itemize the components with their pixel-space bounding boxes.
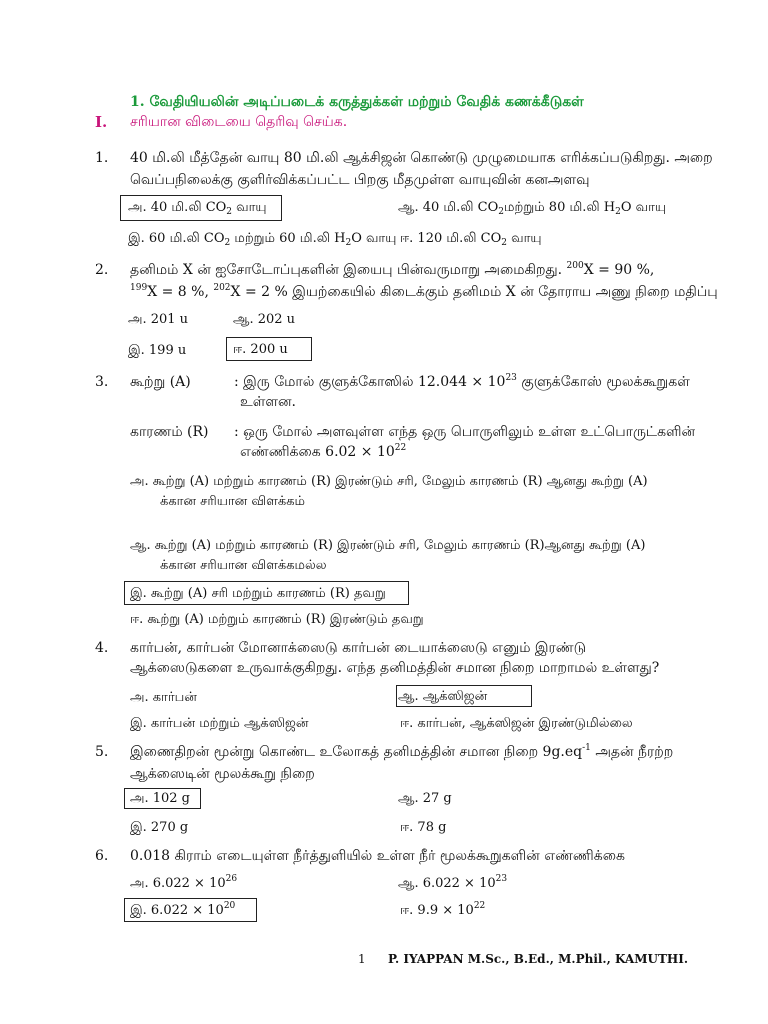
q2-number: 2. bbox=[95, 262, 109, 278]
q1-option-b: ஆ. 40 மி.லி $CO_2மற்றும்$ 80 மி.லி $H_2O$ வாயு bbox=[398, 200, 667, 217]
q3-option-d: ஈ. கூற்று (A) மற்றும் காரணம் (R) இரண்டும் தவறு bbox=[130, 612, 424, 627]
q6-text-line1: 0.018 கிராம் எடையுள்ள நீர்த்துளியில் உள்ள நீர் மூலக்கூறுகளின் எண்ணிக்கை bbox=[130, 848, 625, 864]
q3-option-b-line2: க்கான சரியான விளக்கமல்ல bbox=[160, 558, 327, 573]
q1-option-c: இ. 60 மி.லி $CO_2$ மற்றும் 60 மி.லி $H_2O$ வாயு bbox=[128, 231, 397, 248]
section-title: சரியான விடையை தெரிவு செய்க. bbox=[130, 114, 348, 130]
q5-option-c: இ. 270 g bbox=[130, 820, 189, 835]
q4-option-d: ஈ. கார்பன், ஆக்ஸிஜன் இரண்டுமில்லை bbox=[400, 716, 633, 731]
q6-number: 6. bbox=[95, 848, 109, 864]
q4-number: 4. bbox=[95, 640, 109, 656]
q6-option-a: அ. $6.022 \times 10^{26}$ bbox=[130, 874, 238, 891]
q4-text-line2: ஆக்ஸைடுகளை உருவாக்குகிறது. எந்த தனிமத்தின் சமான நிறை மாறாமல் உள்ளது? bbox=[130, 660, 660, 676]
q5-text-line2: ஆக்ஸைடின் மூலக்கூறு நிறை bbox=[130, 766, 315, 782]
q2-text-line1: தனிமம் X ன் ஐசோடோப்புகளின் இயைபு பின்வருமாறு அமைகிறது. $^{200}$X = 90 %, bbox=[130, 261, 655, 278]
q3-option-c: இ. கூற்று (A) சரி மற்றும் காரணம் (R) தவறு bbox=[130, 586, 386, 601]
q5-option-d: ஈ. 78 g bbox=[400, 820, 447, 835]
q1-option-d: ஈ. 120 மி.லி $CO_2$ வாயு bbox=[400, 231, 542, 248]
q4-text-line1: கார்பன், கார்பன் மோனாக்ஸைடு கார்பன் டையாக்ஸைடு எனும் இரண்டு bbox=[130, 640, 587, 656]
q5-number: 5. bbox=[95, 744, 109, 760]
q3-reason-line2: எண்ணிக்கை $6.02 \times 10^{22}$ bbox=[240, 443, 407, 460]
q3-option-b-line1: ஆ. கூற்று (A) மற்றும் காரணம் (R) இரண்டும் சரி, மேலும் காரணம் (R)ஆனது கூற்று (A) bbox=[130, 538, 646, 553]
q3-option-a-line1: அ. கூற்று (A) மற்றும் காரணம் (R) இரண்டும் சரி, மேலும் காரணம் (R) ஆனது கூற்று (A) bbox=[130, 474, 648, 489]
q3-option-a-line2: க்கான சரியான விளக்கம் bbox=[160, 494, 306, 509]
q1-text-line2: வெப்பநிலைக்கு குளிர்விக்கப்பட்ட பிறகு மீதமுள்ள வாயுவின் கனஅளவு bbox=[130, 172, 590, 188]
q3-assertion-label: கூற்று (A) bbox=[130, 374, 191, 390]
q6-option-b: ஆ. $6.022 \times 10^{23}$ bbox=[398, 874, 508, 891]
q2-option-a: அ. 201 u bbox=[128, 312, 189, 327]
q6-option-c: இ. $6.022 \times 10^{20}$ bbox=[130, 901, 236, 918]
q4-option-c: இ. கார்பன் மற்றும் ஆக்ஸிஜன் bbox=[130, 716, 309, 731]
q3-reason-label: காரணம் (R) bbox=[130, 424, 209, 440]
chapter-title: 1. வேதியியலின் அடிப்படைக் கருத்துக்கள் மற்றும் வேதிக் கணக்கீடுகள் bbox=[130, 94, 584, 110]
q2-text-line2: $^{199}$X = 8 %, $^{202}$X = 2 % இயற்கையில் கிடைக்கும் தனிமம் X ன் தோராய அணு நிறை மதிப்பு bbox=[130, 283, 718, 300]
q4-option-a: அ. கார்பன் bbox=[130, 690, 197, 705]
q3-reason-line1: : ஒரு மோல் அளவுள்ள எந்த ஒரு பொருளிலும் உள்ள உட்பொருட்களின் bbox=[234, 424, 696, 440]
q1-option-a: அ. 40 மி.லி $CO_2$ வாயு bbox=[128, 200, 267, 217]
q1-text-line1: 40 மி.லி மீத்தேன் வாயு 80 மி.லி ஆக்சிஜன் கொண்டு முழுமையாக எரிக்கப்படுகிறது. அறை bbox=[130, 150, 713, 166]
q2-option-d: ஈ. 200 u bbox=[233, 342, 288, 357]
q3-number: 3. bbox=[95, 374, 109, 390]
q5-option-a: அ. 102 g bbox=[130, 791, 190, 806]
q3-assertion-line1: : இரு மோல் குளுக்கோஸில் $12.044 \times 10^{23}$ குளுக்கோஸ் மூலக்கூறுகள் bbox=[234, 373, 690, 390]
q1-number: 1. bbox=[95, 150, 109, 166]
author-credit: P. IYAPPAN M.Sc., B.Ed., M.Phil., KAMUTHI. bbox=[388, 952, 689, 966]
q4-option-b: ஆ. ஆக்ஸிஜன் bbox=[398, 689, 488, 704]
q5-text-line1: இணைதிறன் மூன்று கொண்ட உலோகத் தனிமத்தின் சமான நிறை $9g.eq^{-1}$ அதன் நீரற்ற bbox=[130, 743, 674, 760]
q6-option-d: ஈ. $9.9 \times 10^{22}$ bbox=[400, 901, 486, 918]
q3-assertion-line2: உள்ளன. bbox=[240, 394, 296, 410]
q2-option-b: ஆ. 202 u bbox=[233, 312, 296, 327]
section-number: I. bbox=[95, 113, 108, 131]
q5-option-b: ஆ. 27 g bbox=[398, 791, 452, 806]
q2-option-c: இ. 199 u bbox=[128, 343, 187, 358]
page-number: 1 bbox=[358, 952, 366, 966]
